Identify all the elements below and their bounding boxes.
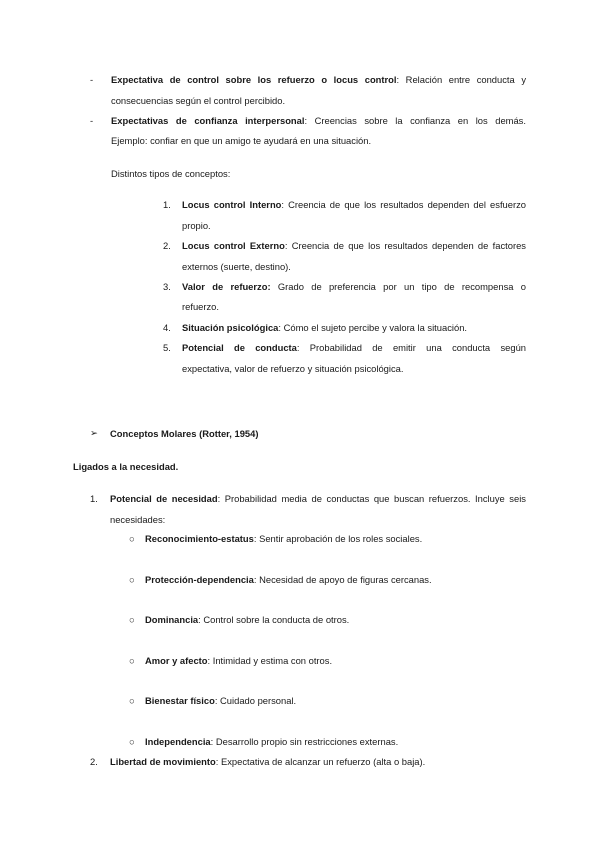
concept-types-heading: Distintos tipos de conceptos:: [111, 168, 231, 179]
need-item: [145, 574, 432, 585]
term: Valor de refuerzo:: [182, 281, 271, 292]
definition-continued: refuerzo.: [182, 301, 219, 312]
term: Locus control Interno: [182, 199, 282, 210]
term: Protección-dependencia: [145, 574, 254, 585]
circle-bullet-icon: ○: [129, 695, 135, 706]
circle-bullet-icon: ○: [129, 614, 135, 625]
term: Potencial de conducta: [182, 342, 297, 353]
need-item: [145, 736, 398, 747]
term: Potencial de necesidad: [110, 493, 218, 504]
term: Independencia: [145, 736, 211, 747]
concept-situacion-psicologica: [182, 322, 467, 333]
concept-valor-refuerzo: [182, 281, 526, 292]
term: Bienestar físico: [145, 695, 215, 706]
definition: : Necesidad de apoyo de figuras cercanas.: [253, 574, 432, 585]
term: Locus control Externo: [182, 240, 285, 251]
list-number: 1.: [163, 199, 171, 210]
definition: : Probabilidad de emitir una conducta según: [296, 342, 526, 353]
definition-continued: expectativa, valor de refuerzo y situación psicológica.: [182, 363, 404, 374]
concept-locus-externo: [182, 240, 526, 251]
dash-marker: -: [90, 74, 94, 85]
arrow-bullet-icon: ➢: [90, 427, 98, 438]
circle-bullet-icon: ○: [129, 736, 135, 747]
concept-potencial-conducta: [182, 342, 526, 353]
definition-continued: Ejemplo: confiar en que un amigo te ayudará en una situación.: [111, 135, 372, 146]
list-item-interpersonal-trust: [111, 115, 526, 126]
term: Libertad de movimiento: [110, 756, 216, 767]
need-item: [145, 695, 296, 706]
list-number: 2.: [90, 756, 98, 767]
circle-bullet-icon: ○: [129, 574, 135, 585]
definition: : Creencia de que los resultados dependen del esfuerzo: [281, 199, 527, 210]
definition-continued: consecuencias según el control percibido.: [111, 95, 286, 106]
molar-libertad-movimiento: [110, 756, 425, 767]
definition-continued: externos (suerte, destino).: [182, 261, 291, 272]
term: Reconocimiento-estatus: [145, 533, 254, 544]
molar-potencial-necesidad: [110, 493, 526, 504]
dash-marker: -: [90, 115, 94, 126]
definition: : Desarrollo propio sin restricciones externas.: [210, 736, 399, 747]
definition-continued: propio.: [182, 220, 211, 231]
need-item: [145, 614, 349, 625]
list-number: 1.: [90, 493, 98, 504]
definition: : Intimidad y estima con otros.: [207, 655, 333, 666]
definition-continued: necesidades:: [110, 514, 166, 525]
definition: : Control sobre la conducta de otros.: [198, 614, 350, 625]
list-number: 3.: [163, 281, 171, 292]
definition: : Probabilidad media de conductas que buscan refuerzos. Incluye seis: [217, 493, 526, 504]
list-number: 2.: [163, 240, 171, 251]
definition: Grado de preferencia por un tipo de recompensa o: [270, 281, 526, 292]
list-item-locus-control: [111, 74, 526, 85]
need-item: [145, 655, 332, 666]
term: Amor y afecto: [145, 655, 208, 666]
definition: : Sentir aprobación de los roles sociales.: [253, 533, 423, 544]
definition: : Cuidado personal.: [214, 695, 297, 706]
term: Dominancia: [145, 614, 199, 625]
linked-heading: Ligados a la necesidad.: [73, 461, 179, 472]
section-title: Conceptos Molares (Rotter, 1954): [110, 428, 259, 439]
circle-bullet-icon: ○: [129, 655, 135, 666]
definition: : Creencias sobre la confianza en los demás.: [304, 115, 526, 126]
list-number: 4.: [163, 322, 171, 333]
concept-locus-interno: [182, 199, 526, 210]
term: Expectativas de confianza interpersonal: [111, 115, 305, 126]
need-item: [145, 533, 422, 544]
term: Situación psicológica: [182, 322, 279, 333]
term: Expectativa de control sobre los refuerzo o locus control: [111, 74, 397, 85]
definition: : Cómo el sujeto percibe y valora la situación.: [278, 322, 468, 333]
circle-bullet-icon: ○: [129, 533, 135, 544]
definition: : Creencia de que los resultados dependen de factores: [284, 240, 526, 251]
list-number: 5.: [163, 342, 171, 353]
definition: : Relación entre conducta y: [396, 74, 527, 85]
definition: : Expectativa de alcanzar un refuerzo (alta o baja).: [215, 756, 426, 767]
